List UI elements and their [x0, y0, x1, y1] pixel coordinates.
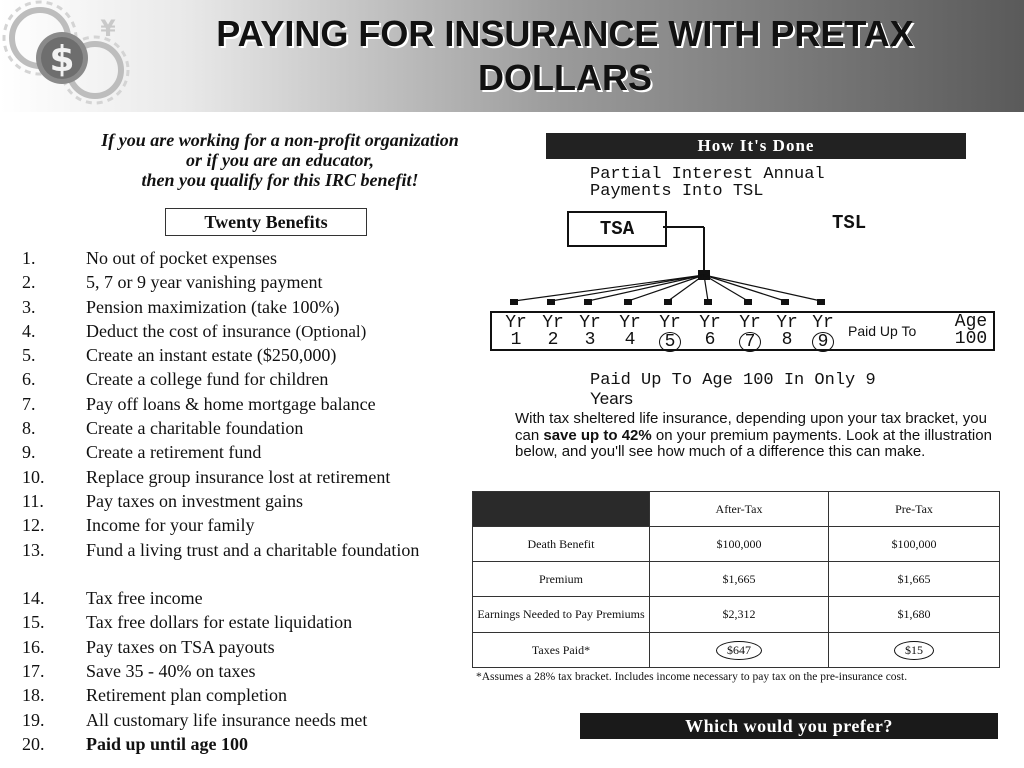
item-text: Create a retirement fund: [86, 442, 262, 463]
title-line-2: DOLLARS: [478, 57, 652, 98]
item-text: All customary life insurance needs met: [86, 709, 368, 730]
table-footnote: *Assumes a 28% tax bracket. Includes income necessary to pay tax on the pre-insurance cost.: [476, 671, 908, 683]
how-its-done-heading: How It's Done: [546, 133, 966, 159]
list-item: [0, 392, 500, 416]
row-label: Death Benefit: [473, 527, 650, 562]
list-item: [0, 270, 500, 294]
money-logo-icon: [0, 0, 150, 112]
item-number: 20.: [22, 733, 45, 754]
partial-payments-text: [590, 166, 970, 200]
item-number: 5.: [22, 345, 36, 366]
year-cell: Yr 5: [659, 313, 681, 352]
list-item: [0, 708, 500, 732]
column-header: After-Tax: [650, 492, 829, 527]
year-cell: Yr 6: [699, 313, 721, 350]
item-text: Create an instant estate ($250,000): [86, 345, 337, 366]
item-number: 6.: [22, 369, 36, 390]
list-item: [0, 489, 500, 513]
item-number: 19.: [22, 709, 45, 730]
benefits-heading: Twenty Benefits: [165, 208, 367, 236]
header-banner: [0, 0, 1024, 112]
item-number: 12.: [22, 515, 45, 536]
pre-tax-value: $15: [894, 641, 934, 660]
year-cell: Yr 9: [812, 313, 834, 352]
row-label: Taxes Paid*: [473, 633, 650, 668]
pre-tax-value: $100,000: [829, 527, 1000, 562]
column-header: Pre-Tax: [829, 492, 1000, 527]
intro-line-1: If you are working for a non-profit organization: [101, 130, 459, 150]
list-item: [0, 343, 500, 367]
item-text: Deduct the cost of insurance: [86, 320, 291, 341]
paid-age-line-2: Years: [590, 389, 633, 408]
item-number: 1.: [22, 248, 36, 268]
item-text: Pension maximization (take 100%): [86, 296, 340, 317]
item-text: Create a charitable foundation: [86, 418, 304, 439]
item-text: Create a college fund for children: [86, 369, 329, 390]
list-item: [0, 586, 500, 610]
intro-line-2: or if you are an educator,: [185, 150, 374, 170]
list-item: [0, 465, 500, 489]
intro-line-3: then you qualify for this IRC benefit!: [141, 170, 419, 190]
item-text: Income for your family: [86, 515, 255, 536]
pre-tax-value: $1,680: [829, 597, 1000, 633]
partial-line-1: Partial Interest Annual: [590, 165, 825, 184]
list-item: [0, 319, 500, 343]
paid-up-to-label: Paid Up To: [848, 323, 917, 339]
item-number: 8.: [22, 418, 36, 439]
tsa-box: TSA: [567, 211, 667, 247]
pre-tax-cell: [829, 633, 1000, 668]
table-row: [473, 527, 1000, 562]
after-tax-value: $2,312: [650, 597, 829, 633]
age-cell: Age 100: [954, 312, 988, 349]
row-label: Earnings Needed to Pay Premiums: [473, 597, 650, 633]
year-cell: Yr 8: [776, 313, 798, 350]
benefits-list: [0, 246, 500, 756]
item-number: 13.: [22, 539, 45, 560]
partial-line-2: Payments Into TSL: [590, 182, 764, 201]
savings-highlight: save up to 42%: [543, 426, 652, 444]
paid-age-line-1: Paid Up To Age 100 In Only 9: [590, 371, 876, 390]
intro-text: [30, 130, 530, 190]
list-item: [0, 513, 500, 537]
item-number: 18.: [22, 685, 45, 706]
list-item: [0, 635, 500, 659]
after-tax-value: $1,665: [650, 562, 829, 597]
item-text: Pay taxes on TSA payouts: [86, 636, 275, 657]
table-header-row: [473, 492, 1000, 527]
item-text: Pay off loans & home mortgage balance: [86, 393, 376, 414]
circled-year: 9: [812, 332, 834, 352]
year-cell: Yr 2: [542, 313, 564, 350]
tsl-label: TSL: [832, 212, 867, 234]
item-text-container: [86, 319, 366, 344]
header-blank-cell: [473, 492, 650, 527]
item-text: Tax free income: [86, 588, 203, 609]
list-item: [0, 538, 500, 587]
svg-text:$: $: [49, 39, 75, 80]
year-cell: Yr 3: [579, 313, 601, 350]
after-tax-value: $647: [716, 641, 762, 660]
list-item: [0, 295, 500, 319]
item-number: 4.: [22, 320, 36, 341]
list-item: [0, 610, 500, 634]
item-text: Pay taxes on investment gains: [86, 490, 303, 511]
item-number: 2.: [22, 272, 36, 293]
item-text: Retirement plan completion: [86, 685, 287, 706]
explanation-paragraph: With tax sheltered life insurance, depending upon your tax bracket, you can save up to 42% on your premium payments. Look at the illustration below, and you'll see how much of a difference this can make.: [515, 410, 992, 460]
page-title: [160, 12, 970, 100]
item-number: 15.: [22, 612, 45, 633]
table-row: [473, 597, 1000, 633]
year-cell: Yr 1: [505, 313, 527, 350]
item-number: 10.: [22, 466, 45, 487]
item-number: 3.: [22, 296, 36, 317]
item-text: 5, 7 or 9 year vanishing payment: [86, 272, 323, 293]
after-tax-value: $100,000: [650, 527, 829, 562]
item-number: 9.: [22, 442, 36, 463]
item-note: (Optional): [295, 321, 367, 341]
item-number: 17.: [22, 661, 45, 682]
list-item: [0, 416, 500, 440]
list-item: [0, 659, 500, 683]
list-item: [0, 732, 500, 756]
item-text: Paid up until age 100: [86, 733, 249, 754]
item-text: Fund a living trust and a charitable foundation: [86, 539, 420, 560]
comparison-table: [472, 491, 1000, 668]
circled-year: 5: [659, 332, 681, 352]
pre-tax-value: $1,665: [829, 562, 1000, 597]
item-number: 16.: [22, 636, 45, 657]
circled-year: 7: [739, 332, 761, 352]
item-number: 7.: [22, 393, 36, 414]
list-item: [0, 440, 500, 464]
list-item: [0, 683, 500, 707]
paid-up-age-text: [590, 372, 990, 408]
svg-text:¥: ¥: [100, 17, 116, 42]
prefer-banner: Which would you prefer?: [580, 713, 998, 739]
row-label: Premium: [473, 562, 650, 597]
item-number: 11.: [22, 490, 44, 511]
year-cell: Yr 7: [739, 313, 761, 352]
item-text: Save 35 - 40% on taxes: [86, 661, 256, 682]
title-line-1: PAYING FOR INSURANCE WITH PRETAX: [216, 13, 914, 54]
payment-tree-diagram: [490, 225, 830, 311]
years-strip: [490, 311, 995, 351]
item-text: No out of pocket expenses: [86, 248, 277, 268]
table-row: [473, 562, 1000, 597]
list-item: [0, 246, 500, 270]
after-tax-cell: [650, 633, 829, 668]
item-text: Tax free dollars for estate liquidation: [86, 612, 353, 633]
year-cell: Yr 4: [619, 313, 641, 350]
list-item: [0, 367, 500, 391]
item-text: Replace group insurance lost at retirement: [86, 466, 391, 487]
table-row: [473, 633, 1000, 668]
item-number: 14.: [22, 588, 45, 609]
